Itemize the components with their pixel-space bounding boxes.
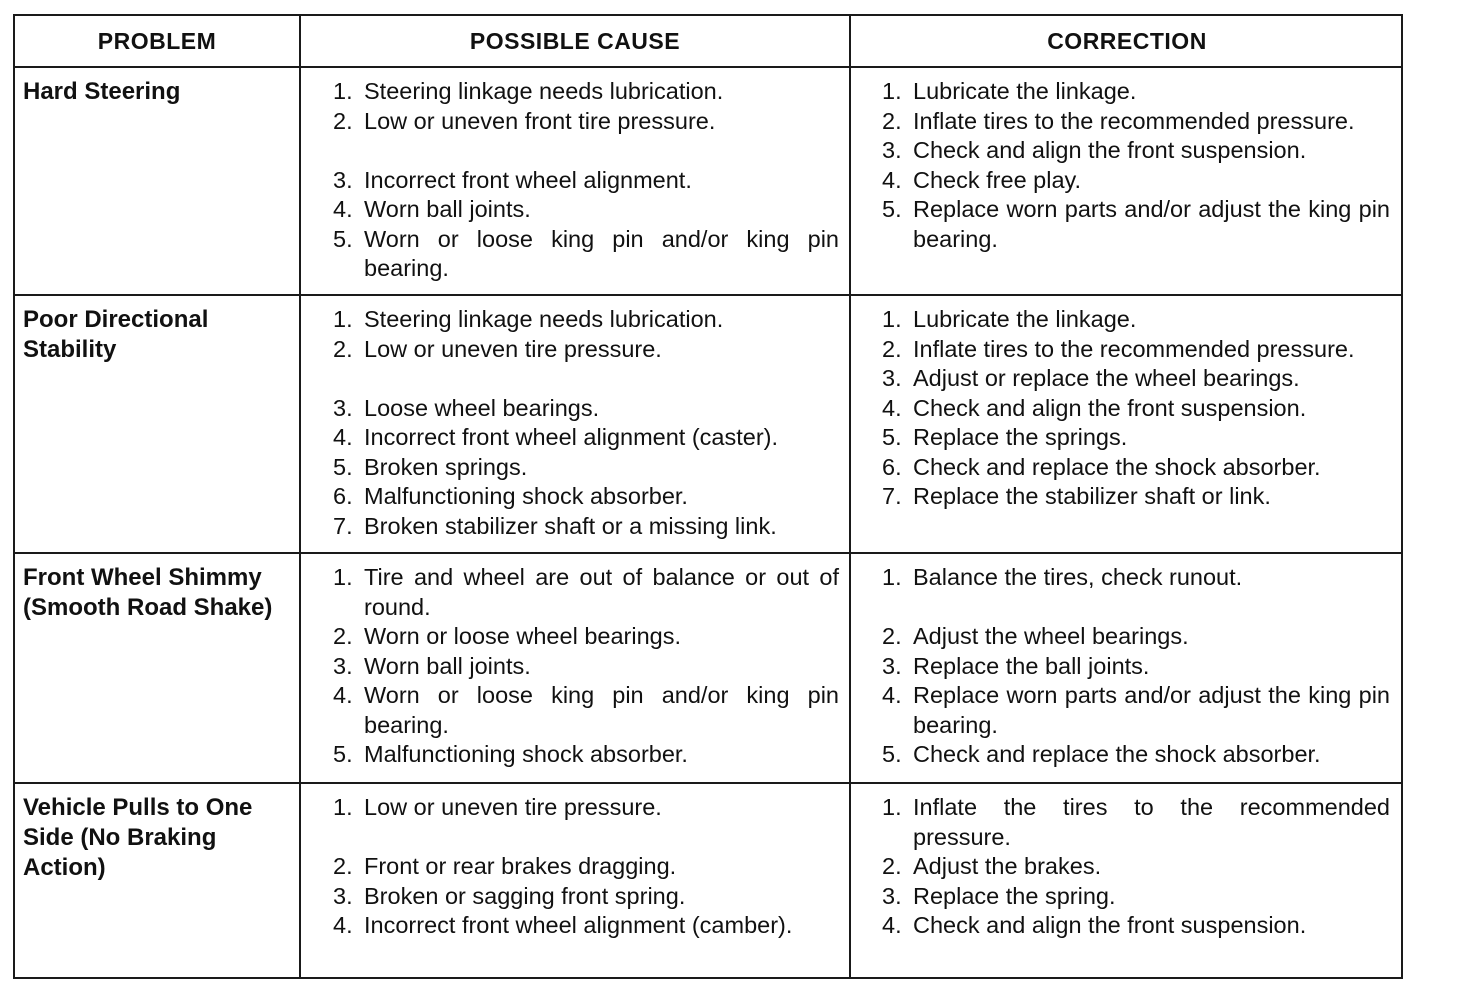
correction-item [882,77,1390,107]
cause-item [333,305,839,335]
correction-item [882,652,1390,682]
correction-item [882,852,1390,882]
item-number: 4. [882,682,902,708]
cause-item [333,652,839,682]
item-number: 4. [333,196,353,222]
item-number: 6. [333,483,353,509]
cause-item [333,166,839,196]
item-text: Steering linkage needs lubrication. [364,78,724,104]
troubleshooting-table [13,14,1403,979]
correction-item [882,423,1390,453]
cause-item [333,740,839,770]
item-text: Replace worn parts and/or adjust the king pin bearing. [913,682,1390,738]
item-number: 2. [333,335,353,362]
item-text: Loose wheel bearings. [364,394,600,421]
correction-item [882,911,1390,941]
item-number: 5. [882,424,902,450]
item-text: Adjust or replace the wheel bearings. [913,365,1300,391]
correction-item [882,195,1390,254]
item-number: 5. [333,225,353,252]
cause-item [333,225,839,284]
item-text: Worn ball joints. [364,196,531,222]
correction-item [882,681,1390,740]
item-text: Tire and wheel are out of balance or out of round. [364,564,839,620]
cause-item [333,563,839,622]
item-number: 4. [882,166,902,193]
item-text: Worn ball joints. [364,652,531,679]
problem-label: Vehicle Pulls to One Side (No Braking Action) [23,794,253,881]
cause-item [333,512,839,542]
table-row-poor-directional-stability [15,296,1401,554]
correction-list [882,305,1390,512]
item-text: Broken stabilizer shaft or a missing link. [364,512,777,539]
item-number: 7. [882,483,902,509]
cause-item [333,622,839,652]
item-text: Incorrect front wheel alignment. [364,166,692,193]
item-text: Adjust the wheel bearings. [913,623,1189,649]
item-text: Inflate the tires to the recommended pressure. [913,794,1390,850]
item-number: 2. [882,107,902,134]
correction-item [882,166,1390,196]
cause-list [333,793,839,941]
table-row-vehicle-pulls [15,784,1401,977]
problem-label: Poor Directional Stability [23,306,209,363]
item-number: 1. [882,794,902,820]
item-number: 3. [333,166,353,193]
item-text: Incorrect front wheel alignment (camber). [364,912,793,938]
correction-item [882,364,1390,394]
item-number: 2. [333,853,353,879]
item-text: Lubricate the linkage. [913,78,1137,104]
item-text: Steering linkage needs lubrication. [364,306,724,332]
item-text: Worn or loose king pin and/or king pin bearing. [364,225,839,281]
item-text: Low or uneven tire pressure. [364,335,662,362]
correction-list [882,563,1390,770]
item-number: 3. [333,882,353,909]
item-number: 1. [882,78,902,104]
cause-item [333,335,839,365]
cause-item [333,852,839,882]
item-text: Inflate tires to the recommended pressure. [913,335,1355,362]
item-number: 2. [882,335,902,362]
item-number: 2. [882,623,902,649]
correction-item [882,305,1390,335]
item-number: 3. [333,394,353,421]
item-text: Low or uneven tire pressure. [364,794,662,820]
item-number: 4. [333,682,353,708]
item-text: Low or uneven front tire pressure. [364,107,716,134]
correction-item [882,563,1390,593]
cause-item [333,107,839,137]
correction-item [882,394,1390,424]
item-number: 1. [882,306,902,332]
cause-list [333,563,839,770]
item-text: Replace the stabilizer shaft or link. [913,483,1271,509]
item-text: Check and replace the shock absorber. [913,453,1321,480]
item-text: Front or rear brakes dragging. [364,853,677,879]
cause-item [333,793,839,823]
cause-item [333,482,839,512]
item-text: Balance the tires, check runout. [913,564,1243,590]
item-text: Replace the springs. [913,424,1128,450]
item-number: 2. [882,853,902,879]
correction-item [882,793,1390,852]
cause-list [333,305,839,541]
item-text: Inflate tires to the recommended pressure. [913,107,1355,134]
cause-item [333,77,839,107]
cause-item [333,911,839,941]
item-number: 4. [333,424,353,450]
table-header [15,16,1401,68]
item-number: 2. [333,623,353,649]
item-text: Check free play. [913,166,1082,193]
item-number: 6. [882,453,902,480]
correction-item [882,136,1390,166]
item-number: 1. [333,306,353,332]
table-row-front-wheel-shimmy [15,554,1401,784]
item-number: 5. [333,453,353,480]
item-number: 1. [333,78,353,104]
item-text: Replace the ball joints. [913,652,1150,679]
correction-list [882,77,1390,254]
cause-item [333,681,839,740]
item-text: Replace worn parts and/or adjust the king pin bearing. [913,196,1390,252]
item-number: 3. [882,652,902,679]
item-text: Replace the spring. [913,882,1116,909]
item-text: Check and align the front suspension. [913,137,1307,163]
correction-item [882,453,1390,483]
item-number: 4. [333,912,353,938]
item-text: Malfunctioning shock absorber. [364,483,688,509]
cause-item [333,882,839,912]
correction-list [882,793,1390,941]
item-text: Incorrect front wheel alignment (caster). [364,424,779,450]
correction-item [882,882,1390,912]
item-number: 5. [882,196,902,222]
item-text: Malfunctioning shock absorber. [364,741,688,767]
cause-item [333,394,839,424]
item-number: 3. [333,652,353,679]
item-number: 4. [882,912,902,938]
item-text: Check and replace the shock absorber. [913,741,1321,767]
item-text: Adjust the brakes. [913,853,1102,879]
item-number: 4. [882,394,902,421]
correction-item [882,107,1390,137]
cause-item [333,453,839,483]
item-number: 5. [333,741,353,767]
item-text: Worn or loose wheel bearings. [364,623,681,649]
problem-label: Front Wheel Shimmy (Smooth Road Shake) [23,564,273,621]
header-problem: PROBLEM [97,28,217,54]
item-text: Lubricate the linkage. [913,306,1137,332]
cause-list [333,77,839,284]
item-number: 3. [882,137,902,163]
item-text: Broken springs. [364,453,528,480]
header-correction: CORRECTION [1047,28,1207,54]
item-number: 2. [333,107,353,134]
table-row-hard-steering [15,68,1401,296]
item-number: 7. [333,512,353,539]
item-number: 3. [882,365,902,391]
correction-item [882,335,1390,365]
cause-item [333,423,839,453]
item-number: 5. [882,741,902,767]
item-text: Check and align the front suspension. [913,394,1307,421]
correction-item [882,622,1390,652]
item-number: 1. [882,564,902,590]
item-text: Worn or loose king pin and/or king pin bearing. [364,682,839,738]
item-text: Broken or sagging front spring. [364,882,686,909]
item-number: 3. [882,882,902,909]
header-possible-cause: POSSIBLE CAUSE [469,28,681,54]
correction-item [882,482,1390,512]
cause-item [333,195,839,225]
item-number: 1. [333,794,353,820]
item-text: Check and align the front suspension. [913,912,1307,938]
problem-label: Hard Steering [23,78,181,105]
item-number: 1. [333,564,353,590]
correction-item [882,740,1390,770]
